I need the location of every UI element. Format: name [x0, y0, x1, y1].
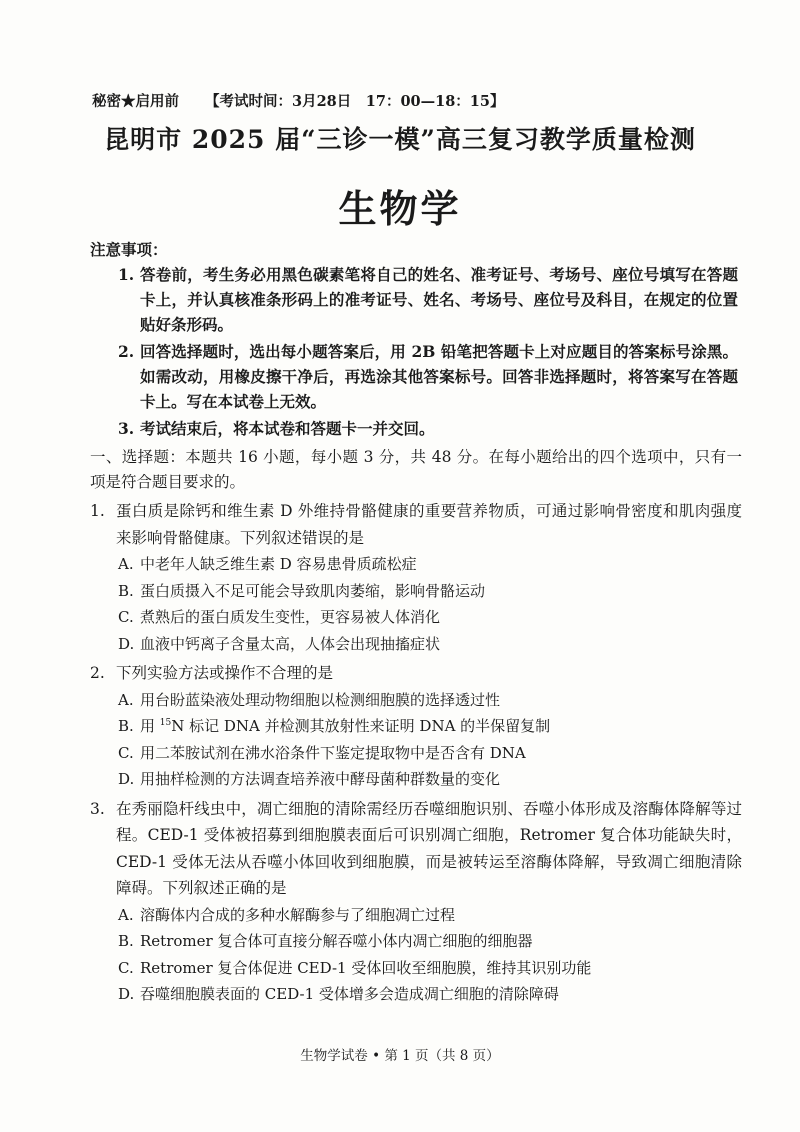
note-text: 考试结束后，将本试卷和答题卡一并交回。 [140, 419, 435, 438]
question-stem [90, 660, 742, 687]
option-text: 用抽样检测的方法调查培养液中酵母菌种群数量的变化 [140, 770, 501, 788]
option-b [90, 578, 742, 605]
note-item [118, 262, 738, 337]
option-key: B. [118, 581, 134, 600]
option-key: C. [118, 958, 134, 977]
option-text: Retromer 复合体促进 CED-1 受体回收至细胞膜，维持其识别功能 [140, 958, 592, 977]
question-text: 在秀丽隐杆线虫中，凋亡细胞的清除需经历吞噬细胞识别、吞噬小体形成及溶酶体降解等过程。CED-1 受体被招募到细胞膜表面后可识别凋亡细胞，Retromer 复合体功能缺失时，CED-1 受体无法从吞噬小体回收到细胞膜，而是被转运至溶酶体降解，导致凋亡细胞清除障碍。下列叙述正确的是 [116, 799, 742, 897]
option-key: A. [118, 690, 134, 709]
option-text: 中老年人缺乏维生素 D 容易患骨质疏松症 [140, 555, 417, 573]
note-number: 3. [118, 419, 135, 438]
option-d [90, 631, 742, 658]
option-key: A. [118, 905, 134, 924]
option-key: D. [118, 634, 135, 653]
option-b [90, 713, 742, 740]
option-d [90, 766, 742, 793]
question-1 [90, 498, 742, 657]
note-text: 回答选择题时，选出每小题答案后，用 2B 铅笔把答题卡上对应题目的答案标号涂黑。如需改动，用橡皮擦干净后，再选涂其他答案标号。回答非选择题时，将答案写在答题卡上。写在本试卷上无效。 [140, 342, 738, 411]
exam-title: 昆明市 2025 届“三诊一模”高三复习教学质量检测 [104, 125, 696, 154]
question-3 [90, 796, 742, 1008]
question-number: 3. [90, 799, 105, 818]
notes-list [118, 262, 738, 443]
option-b [90, 928, 742, 955]
option-c [90, 955, 742, 982]
question-text: 下列实验方法或操作不合理的是 [116, 664, 334, 682]
secret-label: 秘密★启用前 [92, 93, 179, 110]
option-c [90, 740, 742, 767]
option-text: 吞噬细胞膜表面的 CED-1 受体增多会造成凋亡细胞的清除障碍 [140, 985, 559, 1003]
note-number: 1. [118, 265, 135, 284]
option-a [90, 687, 742, 714]
option-text-post: N 标记 DNA 并检测其放射性来证明 DNA 的半保留复制 [171, 717, 551, 735]
option-key: D. [118, 770, 135, 788]
option-text: Retromer 复合体可直接分解吞噬小体内凋亡细胞的细胞器 [140, 932, 533, 950]
option-key: C. [118, 743, 134, 762]
section-heading: 一、选择题：本题共 16 小题，每小题 3 分，共 48 分。在每小题给出的四个选项中，只有一项是符合题目要求的。 [90, 448, 742, 491]
notes-title: 注意事项： [90, 240, 168, 259]
option-text: 用二苯胺试剂在沸水浴条件下鉴定提取物中是否含有 DNA [140, 743, 526, 762]
option-text: 血液中钙离子含量太高，人体会出现抽搐症状 [140, 634, 441, 653]
option-key: D. [118, 985, 135, 1003]
question-2 [90, 660, 742, 793]
option-d [90, 981, 742, 1008]
option-a [90, 551, 742, 578]
option-text: 蛋白质摄入不足可能会导致肌肉萎缩，影响骨骼运动 [140, 581, 486, 600]
option-a [90, 902, 742, 929]
note-number: 2. [118, 342, 135, 361]
question-number: 1. [90, 502, 105, 520]
option-key: C. [118, 608, 134, 626]
exam-time: 【考试时间：3月28日 17：00—18：15】 [205, 93, 505, 110]
option-key: B. [118, 932, 134, 950]
question-text: 蛋白质是除钙和维生素 D 外维持骨骼健康的重要营养物质，可通过影响骨密度和肌肉强度来影响骨骼健康。下列叙述错误的是 [116, 502, 742, 547]
note-item [118, 416, 738, 441]
isotope-mass-number: 15 [159, 718, 172, 728]
option-key: A. [118, 555, 134, 573]
question-stem [90, 796, 742, 902]
question-stem [90, 498, 742, 551]
question-number: 2. [90, 664, 105, 682]
questions-list [90, 498, 742, 1011]
subject-title: 生物学 [338, 186, 462, 231]
option-c [90, 604, 742, 631]
header-line [92, 90, 504, 111]
option-key: B. [118, 717, 134, 735]
page-footer: 生物学试卷 • 第 1 页（共 8 页） [300, 1048, 500, 1064]
note-text: 答卷前，考生务必用黑色碳素笔将自己的姓名、准考证号、考场号、座位号填写在答题卡上，并认真核准条形码上的准考证号、姓名、考场号、座位号及科目，在规定的位置贴好条形码。 [140, 265, 738, 334]
option-text: 溶酶体内合成的多种水解酶参与了细胞凋亡过程 [140, 905, 456, 924]
option-text: 用台盼蓝染液处理动物细胞以检测细胞膜的选择透过性 [140, 690, 501, 709]
note-item [118, 339, 738, 414]
option-text [140, 713, 550, 740]
option-text-pre: 用 [140, 717, 160, 735]
option-text: 煮熟后的蛋白质发生变性，更容易被人体消化 [140, 608, 441, 626]
